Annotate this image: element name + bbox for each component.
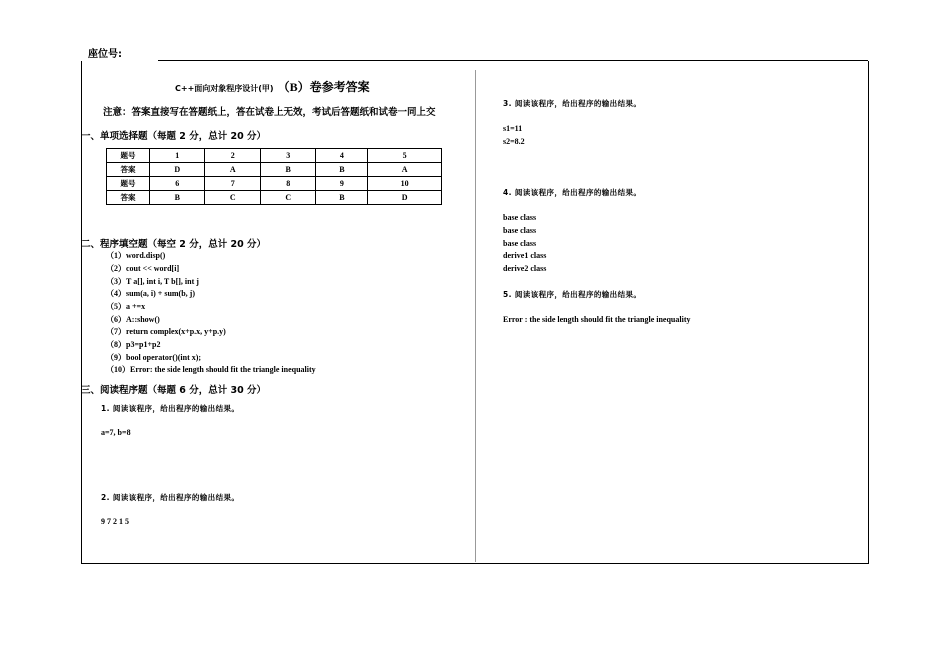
fill-item: （1）word.disp() bbox=[106, 251, 166, 260]
table-cell: D bbox=[368, 191, 442, 205]
q4-answer-line: base class bbox=[503, 226, 537, 235]
table-cell: 4 bbox=[316, 149, 368, 163]
q2-title: 2. 阅读该程序，给出程序的输出结果。 bbox=[101, 493, 240, 502]
table-cell: A bbox=[368, 163, 442, 177]
section3-title: 三、阅读程序题（每题 6 分，总计 30 分） bbox=[81, 385, 267, 396]
q1-answer: a=7, b=8 bbox=[101, 428, 131, 437]
table-cell: 5 bbox=[368, 149, 442, 163]
table-cell-label: 答案 bbox=[107, 191, 150, 205]
table-row bbox=[107, 163, 442, 177]
table-cell: A bbox=[205, 163, 260, 177]
table-cell: 2 bbox=[205, 149, 260, 163]
q3-answer-line: s1=11 bbox=[503, 124, 523, 133]
table-row bbox=[107, 191, 442, 205]
exam-title-main: （B）卷参考答案 bbox=[277, 80, 370, 94]
exam-title bbox=[175, 78, 370, 96]
q5-title: 5. 阅读该程序，给出程序的输出结果。 bbox=[503, 290, 642, 299]
q4-answer-line: derive1 class bbox=[503, 251, 547, 260]
fill-item: （3）T a[], int i, T b[], int j bbox=[106, 277, 199, 286]
table-cell: 10 bbox=[368, 177, 442, 191]
table-row bbox=[107, 177, 442, 191]
table-cell: B bbox=[150, 191, 205, 205]
table-cell: 7 bbox=[205, 177, 260, 191]
q4-answer-line: base class bbox=[503, 239, 537, 248]
table-cell: 9 bbox=[316, 177, 368, 191]
table-cell-label: 题号 bbox=[107, 177, 150, 191]
section2-title: 二、程序填空题（每空 2 分，总计 20 分） bbox=[81, 239, 267, 250]
table-cell-label: 题号 bbox=[107, 149, 150, 163]
table-cell: C bbox=[205, 191, 260, 205]
fill-item: （6）A::show() bbox=[106, 315, 160, 324]
table-cell: C bbox=[260, 191, 315, 205]
q4-answer-line: base class bbox=[503, 213, 537, 222]
fill-item: （4）sum(a, i) + sum(b, j) bbox=[106, 289, 196, 298]
choice-answer-table bbox=[106, 148, 442, 205]
table-cell: 6 bbox=[150, 177, 205, 191]
q3-answer-line: s2=8.2 bbox=[503, 137, 525, 146]
fill-item: （5）a +=x bbox=[106, 302, 146, 311]
table-cell: 1 bbox=[150, 149, 205, 163]
column-divider bbox=[475, 70, 476, 562]
fill-item: （2）cout << word[i] bbox=[106, 264, 180, 273]
fill-item: （8）p3=p1+p2 bbox=[106, 340, 161, 349]
fill-item: （7）return complex(x+p.x, y+p.y) bbox=[106, 327, 226, 336]
table-cell: B bbox=[316, 191, 368, 205]
table-cell: 8 bbox=[260, 177, 315, 191]
table-cell: 3 bbox=[260, 149, 315, 163]
q3-title: 3. 阅读该程序，给出程序的输出结果。 bbox=[503, 99, 642, 108]
q4-title: 4. 阅读该程序，给出程序的输出结果。 bbox=[503, 188, 642, 197]
q1-title: 1. 阅读该程序，给出程序的输出结果。 bbox=[101, 404, 240, 413]
section1-title: 一、单项选择题（每题 2 分，总计 20 分） bbox=[81, 131, 267, 142]
table-cell: B bbox=[316, 163, 368, 177]
seat-number-label: 座位号: bbox=[88, 49, 122, 60]
q5-answer: Error : the side length should fit the triangle inequality bbox=[503, 315, 691, 324]
exam-title-prefix: C++面向对象程序设计(甲) bbox=[175, 84, 274, 93]
fill-item: （9）bool operator()(int x); bbox=[106, 353, 202, 362]
fill-item: （10）Error: the side length should fit the triangle inequality bbox=[106, 365, 316, 374]
table-cell: D bbox=[150, 163, 205, 177]
table-cell: B bbox=[260, 163, 315, 177]
q4-answer-line: derive2 class bbox=[503, 264, 547, 273]
exam-note: 注意：答案直接写在答题纸上，答在试卷上无效，考试后答题纸和试卷一同上交 bbox=[103, 107, 436, 118]
table-row bbox=[107, 149, 442, 163]
table-cell-label: 答案 bbox=[107, 163, 150, 177]
q2-answer: 9 7 2 1 5 bbox=[101, 517, 129, 526]
